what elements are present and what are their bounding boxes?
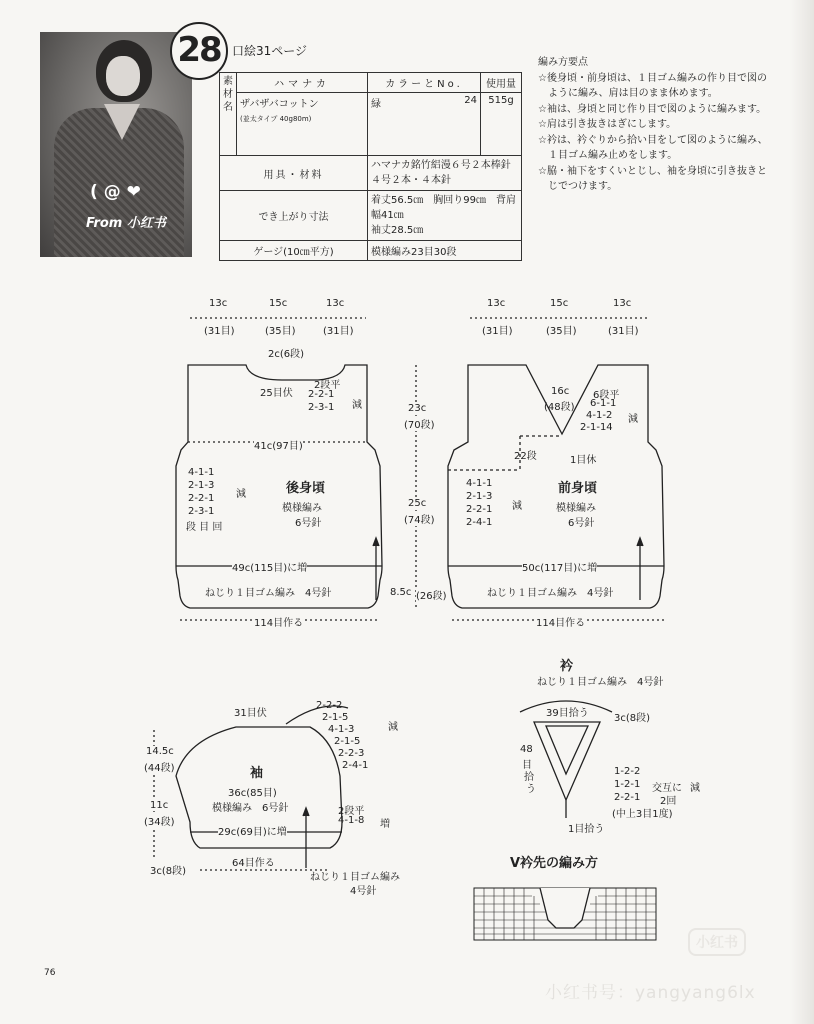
vneck-chart-title: V衿先の編み方 bbox=[510, 856, 599, 871]
sleeve-pattern: 模様編み 6号針 bbox=[212, 803, 289, 814]
collar-side-pick: 拾 bbox=[524, 772, 534, 783]
account-watermark: 小红书号：yangyang6lx bbox=[545, 983, 756, 1003]
size-label: でき上がり寸法 bbox=[220, 191, 368, 241]
back-width-center: 15c bbox=[269, 298, 288, 309]
note-line: ☆脇・袖下をすくいとじし、袖を身頃に引き抜きと bbox=[538, 165, 767, 177]
collar-title: 衿 bbox=[560, 659, 574, 674]
notes-title: 編み方要点 bbox=[538, 57, 588, 68]
back-width-right: 13c bbox=[326, 298, 345, 309]
back-sts-center: (35目) bbox=[265, 326, 296, 337]
material-label: 素材名 bbox=[220, 73, 237, 156]
back-arm-dec-1: 4-1-1 bbox=[188, 467, 215, 478]
front-arm-dec-label: 減 bbox=[512, 501, 522, 512]
back-needle: 6号針 bbox=[295, 518, 322, 529]
gauge-label: ゲージ(10㎝平方) bbox=[220, 241, 368, 261]
back-cast-on: 114目作る bbox=[254, 614, 303, 629]
collar-height: 3c(8段) bbox=[614, 713, 651, 724]
sleeve-cap-dec-4: 2-1-5 bbox=[334, 736, 361, 747]
size-line-1: 着丈56.5㎝ 胸回り99㎝ 背肩幅41㎝ bbox=[371, 195, 516, 221]
sleeve-cap-dec-2: 2-1-5 bbox=[322, 712, 349, 723]
back-neck-dec-2: 2-3-1 bbox=[308, 402, 335, 413]
note-line: ☆衿は、衿ぐりから拾い目をして図のように編み、 bbox=[538, 134, 768, 146]
front-sts-left: (31目) bbox=[482, 326, 513, 337]
collar-alternate: 交互に bbox=[652, 783, 682, 794]
front-width-right: 13c bbox=[613, 298, 632, 309]
height-middle: 25c bbox=[408, 498, 427, 509]
back-neck-dec-1: 2-2-1 bbox=[308, 389, 335, 400]
header-amount: 使用量 bbox=[481, 73, 522, 93]
back-hem-increase: 49c(115目)に増 bbox=[232, 559, 307, 574]
front-title: 前身頃 bbox=[558, 481, 598, 496]
sleeve-body-rows: (34段) bbox=[144, 813, 175, 828]
front-v-dec-label: 減 bbox=[628, 414, 638, 425]
sleeve-cap-dec-1: 2-2-2 bbox=[316, 700, 343, 711]
collar-dec-label: 減 bbox=[690, 783, 700, 794]
front-center-hold: 1目休 bbox=[570, 455, 597, 466]
front-hem-increase: 50c(117目)に増 bbox=[522, 559, 597, 574]
back-width-left: 13c bbox=[209, 298, 228, 309]
collar-side-unit: 目 bbox=[522, 760, 532, 771]
front-sts-center: (35目) bbox=[546, 326, 577, 337]
sleeve-rib-needle: 4号針 bbox=[350, 886, 377, 897]
back-neck-bindoff: 25目伏 bbox=[260, 388, 293, 399]
sleeve-cap-rows: (44段) bbox=[144, 759, 175, 774]
collar-center-note: (中上3目1度) bbox=[612, 809, 673, 820]
header-brand: ハマナカ bbox=[237, 73, 368, 93]
sleeve-cap-bindoff: 31目伏 bbox=[234, 708, 267, 719]
front-width-center: 15c bbox=[550, 298, 569, 309]
back-sts-right: (31目) bbox=[323, 326, 354, 337]
height-rib: 8.5c bbox=[390, 587, 412, 598]
photo-credit: From 小红书 bbox=[86, 216, 166, 231]
collar-dec-2: 1-2-1 bbox=[614, 779, 641, 790]
back-neck-dec-label: 減 bbox=[352, 400, 362, 411]
sleeve-cap-height: 14.5c bbox=[146, 746, 174, 757]
xiaohongshu-logo-watermark: 小红书 bbox=[688, 928, 746, 956]
photo-watermark: ( @ ❤ bbox=[90, 182, 141, 202]
note-line: １目ゴム編み止めをします。 bbox=[538, 150, 678, 161]
back-neck-rows: 2段平 bbox=[314, 380, 341, 391]
back-arm-dec-2: 2-1-3 bbox=[188, 480, 215, 491]
front-v-depth: 16c bbox=[551, 386, 570, 397]
note-line: ☆袖は、身頃と同じ作り目で図のように編みます。 bbox=[538, 103, 767, 115]
yarn-type: (並太タイプ 40g80m) bbox=[240, 115, 312, 123]
yarn-name: ザバザバコットン bbox=[240, 99, 319, 110]
page-number: 76 bbox=[44, 968, 56, 978]
front-arm-dec-2: 2-1-3 bbox=[466, 491, 493, 502]
collar-times: 2回 bbox=[660, 796, 677, 807]
color-number: 24 bbox=[464, 95, 477, 106]
collar-side-count: 48 bbox=[520, 744, 533, 755]
pattern-number: 28 bbox=[170, 22, 228, 80]
front-v-dec-3: 4-1-2 bbox=[586, 410, 613, 421]
front-v-dec-2: 6-1-1 bbox=[590, 398, 617, 409]
front-rows-22: 22段 bbox=[514, 451, 537, 462]
front-sts-right: (31目) bbox=[608, 326, 639, 337]
yarn-amount: 515g bbox=[481, 93, 522, 156]
height-upper-rows: (70段) bbox=[404, 416, 435, 431]
sleeve-rib: ねじり１目ゴム編み bbox=[310, 872, 400, 883]
note-line: ☆肩は引き抜きはぎにします。 bbox=[538, 119, 677, 130]
back-arm-dec-4: 2-3-1 bbox=[188, 506, 215, 517]
back-pattern: 模様編み bbox=[282, 503, 322, 514]
front-v-rows: (48段) bbox=[544, 402, 575, 413]
header-color: カラーとNo. bbox=[368, 73, 481, 93]
front-arm-dec-1: 4-1-1 bbox=[466, 478, 493, 489]
sleeve-title: 袖 bbox=[250, 766, 264, 781]
collar-side-pick-end: う bbox=[526, 784, 536, 795]
collar-rib: ねじり１目ゴム編み 4号針 bbox=[537, 677, 664, 688]
sleeve-cast-on: 64目作る bbox=[232, 858, 275, 869]
sleeve-inc: 4-1-8 bbox=[338, 815, 365, 826]
front-cast-on: 114目作る bbox=[536, 614, 585, 629]
back-rib: ねじり１目ゴム編み 4号針 bbox=[205, 588, 332, 599]
height-upper: 23c bbox=[408, 403, 427, 414]
color-name: 緑 bbox=[371, 99, 381, 110]
sleeve-cuff-height: 3c(8段) bbox=[150, 862, 186, 877]
sleeve-cap-dec-label: 減 bbox=[388, 722, 398, 733]
sleeve-body-height: 11c bbox=[150, 800, 169, 811]
gauge-value: 模様編み23目30段 bbox=[368, 241, 522, 261]
front-v-dec-1: 6段平 bbox=[593, 390, 620, 401]
collar-center-pick: 1目拾う bbox=[568, 824, 605, 835]
back-neck-depth: 2c(6段) bbox=[268, 349, 305, 360]
front-arm-dec-3: 2-2-1 bbox=[466, 504, 493, 515]
height-middle-rows: (74段) bbox=[404, 511, 435, 526]
tools-value: ハマナカ銘竹絽漫６号２本棒針 ４号２本・４本針 bbox=[368, 156, 522, 191]
size-line-2: 袖丈28.5㎝ bbox=[371, 225, 424, 236]
sleeve-inc-label: 増 bbox=[380, 819, 390, 830]
note-line: じでつけます。 bbox=[538, 181, 618, 192]
front-arm-dec-4: 2-4-1 bbox=[466, 517, 493, 528]
back-arm-dec-label: 減 bbox=[236, 489, 246, 500]
collar-dec-3: 2-2-1 bbox=[614, 792, 641, 803]
note-line: ように編み、肩は目のまま休めます。 bbox=[538, 88, 718, 99]
back-shoulder-width: 41c(97目) bbox=[254, 437, 303, 452]
front-needle: 6号針 bbox=[568, 518, 595, 529]
back-arm-dec-3: 2-2-1 bbox=[188, 493, 215, 504]
sleeve-cap-dec-6: 2-4-1 bbox=[342, 760, 369, 771]
back-sts-left: (31目) bbox=[204, 326, 235, 337]
sleeve-cap-dec-3: 4-1-3 bbox=[328, 724, 355, 735]
sleeve-inc-rows: 2段平 bbox=[338, 806, 365, 817]
sleeve-cuff-increase: 29c(69目)に増 bbox=[218, 823, 287, 838]
front-width-left: 13c bbox=[487, 298, 506, 309]
back-arm-row-legend: 段 目 回 bbox=[186, 522, 223, 533]
front-rib: ねじり１目ゴム編み 4号針 bbox=[487, 588, 614, 599]
sleeve-width: 36c(85目) bbox=[228, 788, 277, 799]
collar-pick-top: 39目拾う bbox=[546, 708, 589, 719]
note-line: ☆後身頃・前身頃は、１目ゴム編みの作り目で図の bbox=[538, 72, 767, 84]
tools-label: 用具・材料 bbox=[220, 156, 368, 191]
sleeve-cap-dec-5: 2-2-3 bbox=[338, 748, 365, 759]
height-rib-rows: (26段) bbox=[416, 587, 447, 602]
front-pattern: 模様編み bbox=[556, 503, 596, 514]
page-reference: 口絵31ページ bbox=[232, 44, 308, 58]
collar-dec-1: 1-2-2 bbox=[614, 766, 641, 777]
back-title: 後身頃 bbox=[286, 481, 326, 496]
front-v-dec-4: 2-1-14 bbox=[580, 422, 613, 433]
